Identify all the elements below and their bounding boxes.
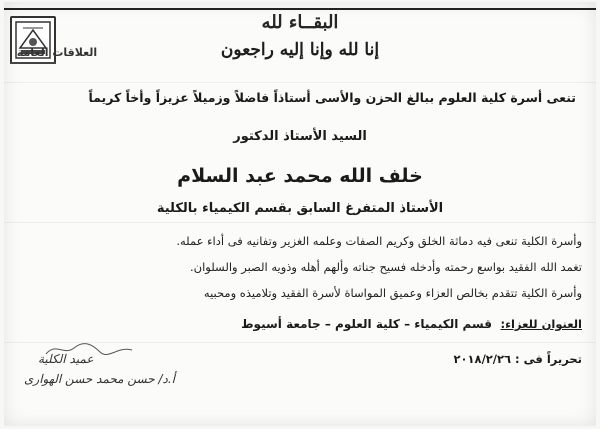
scan-line [4,82,596,83]
body-line-1: وأسرة الكلية تنعى فيه دماثة الخلق وكريم الصفات وعلمه الغزير وتفانيه فى أداء عمله. [176,234,582,248]
issue-date: تحريراً فى : ٢٠١٨/٢/٢٦ [453,352,582,366]
signatory-title: عميد الكلية [38,352,94,366]
header-verse: إنا لله وإنا إليه راجعون [220,40,380,60]
department-label: العلاقات العامة [16,46,98,59]
deceased-position: الأستاذ المتفرغ السابق بقسم الكيمياء بالكلية [156,201,444,216]
logo-underline [10,62,56,70]
address-value: قسم الكيمياء – كلية العلوم – جامعة أسيوط [241,317,492,331]
signatory-name: أ.د/ حسن محمد حسن الهوارى [24,372,175,386]
address-label: العنوان للعزاء: [500,317,582,331]
deceased-name: خلف الله محمد عبد السلام [177,165,423,187]
announcement-intro: تنعى أسرة كلية العلوم ببالغ الحزن والأسى أستاذاً فاضلاً وزميلاً عزيزاً وأخاً كريماً [88,90,576,105]
body-line-2: تغمد الله الفقيد بواسع رحمته وأدخله فسيح جناته وألهم أهله وذويه الصبر والسلوان. [190,260,582,274]
top-border-line [4,8,596,10]
scan-line [4,222,596,223]
condolence-notice [4,2,596,426]
announcement-title: السيد الأستاذ الدكتور [233,129,367,144]
header-baqaa: البقــاء لله [261,12,339,33]
body-line-3: وأسرة الكلية تتقدم بخالص العزاء وعميق المواساة لأسرة الفقيد وتلاميذه ومحبيه [203,286,582,300]
